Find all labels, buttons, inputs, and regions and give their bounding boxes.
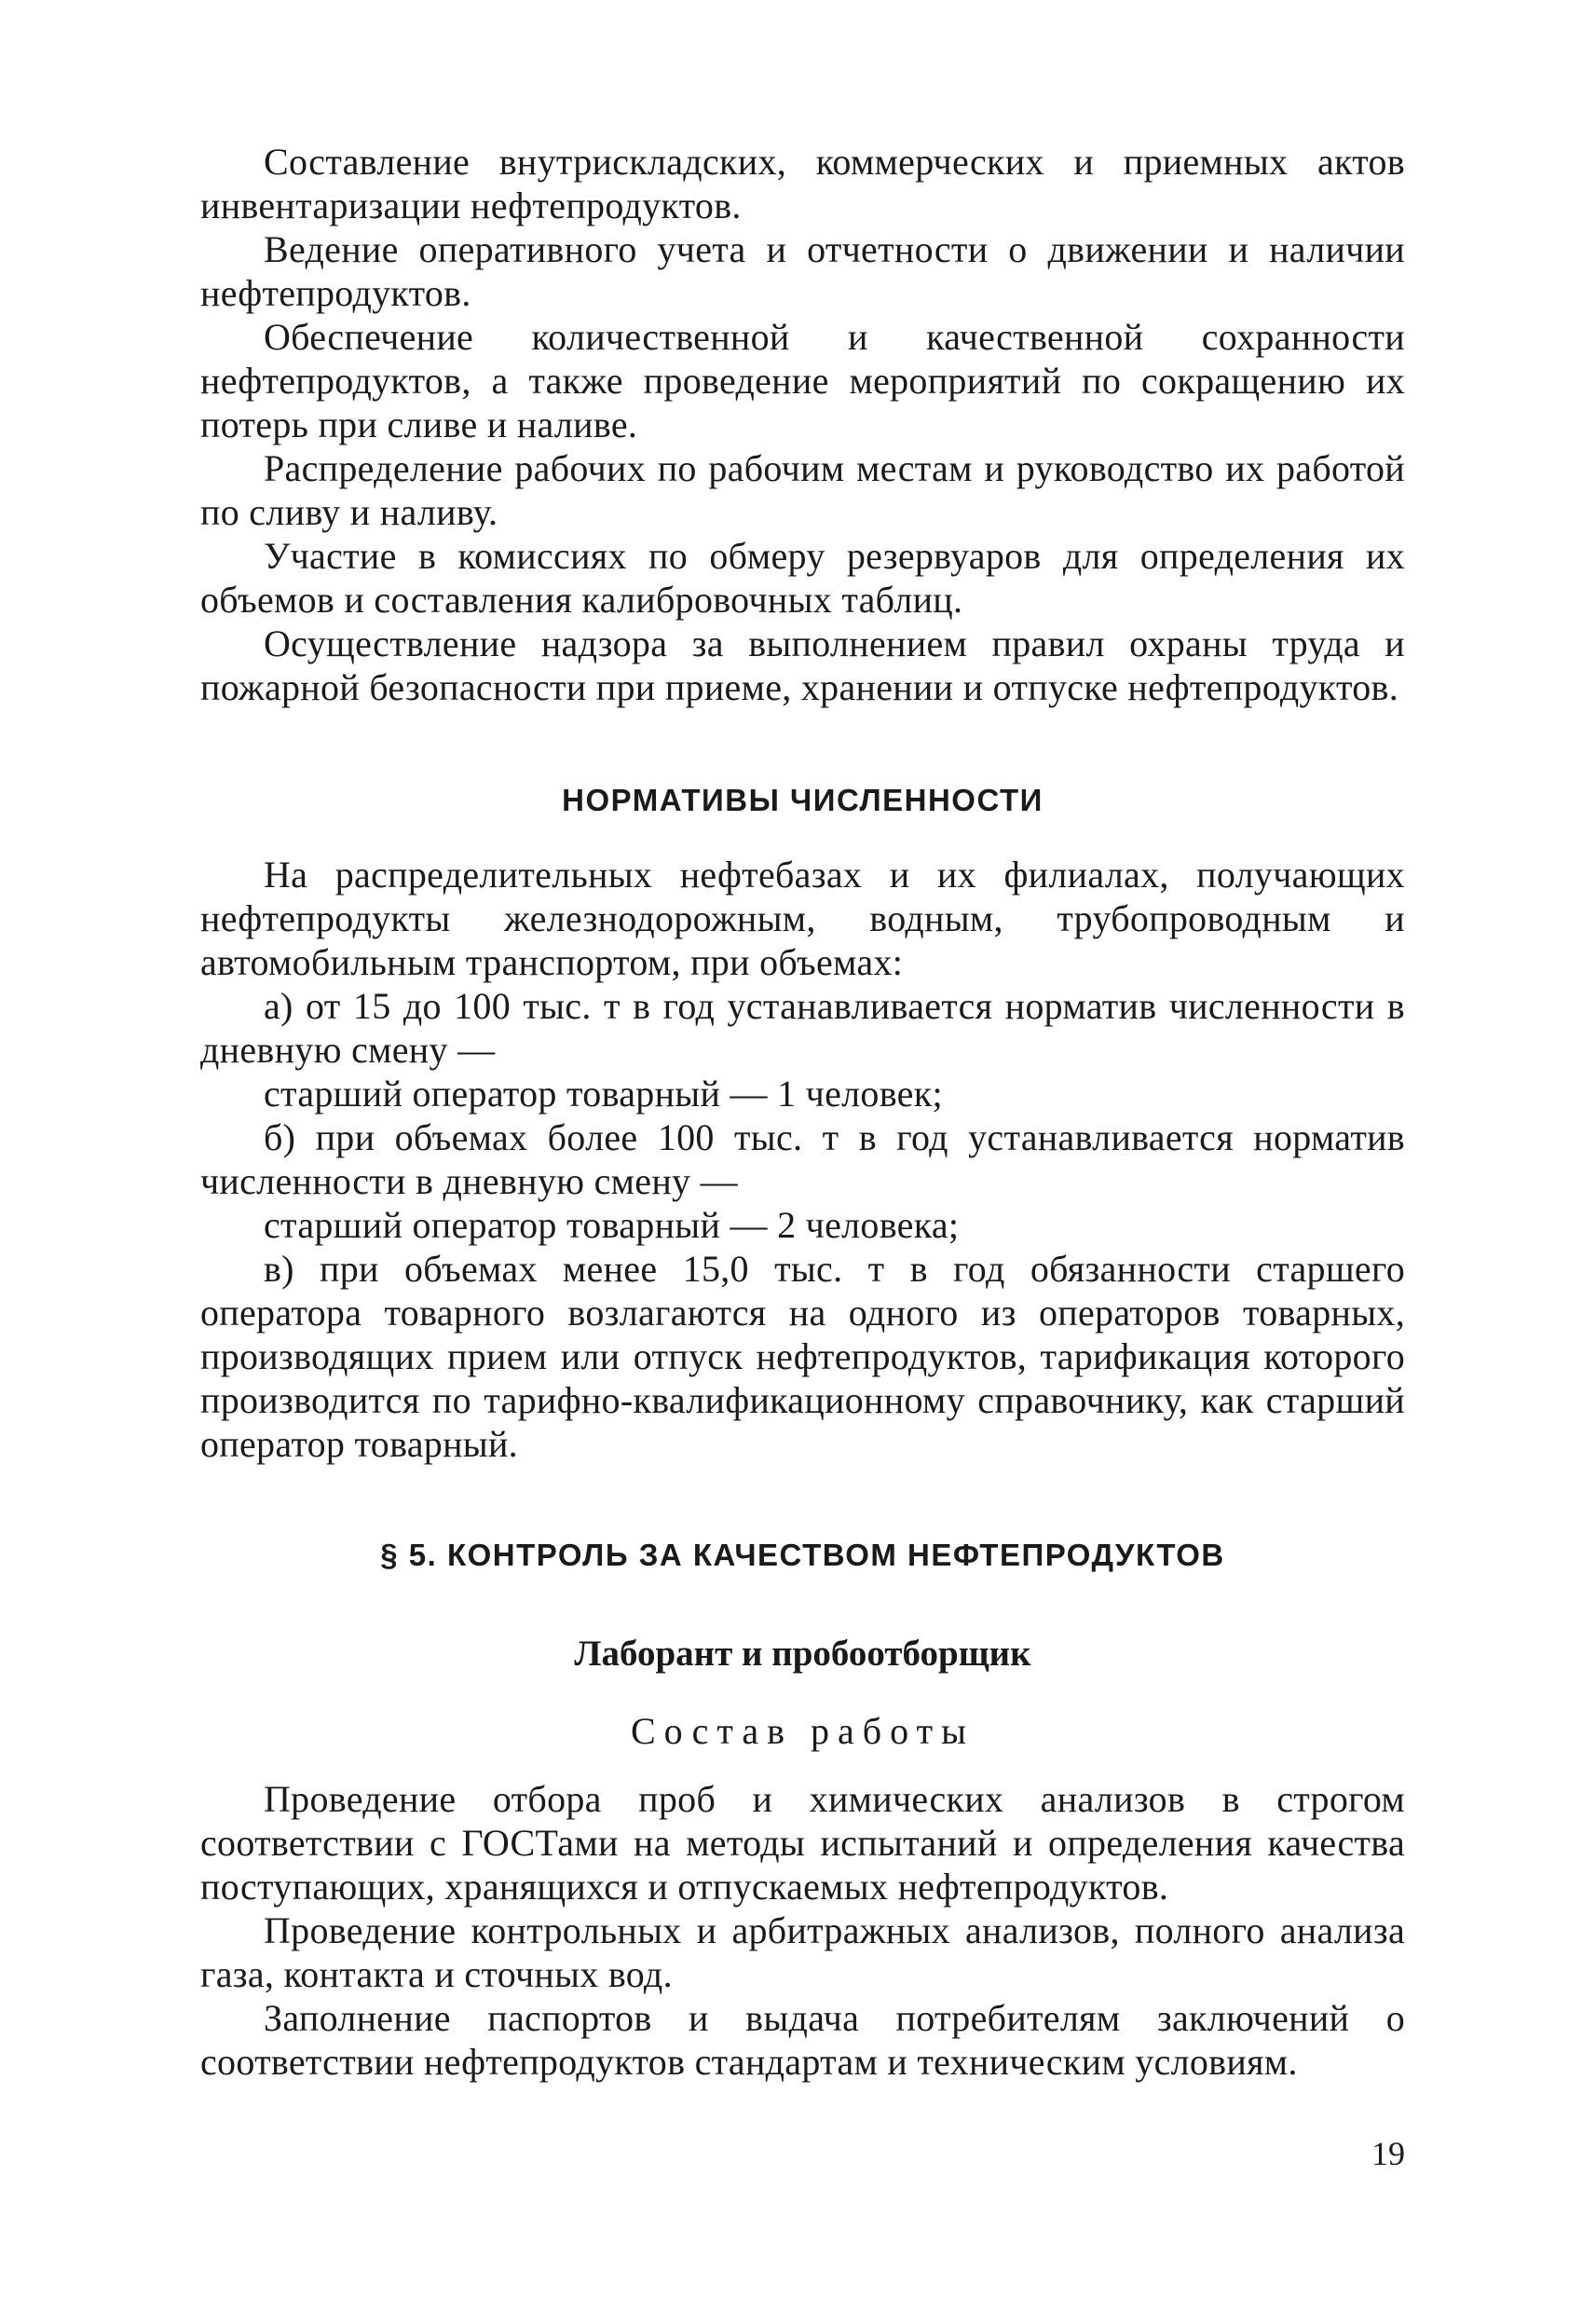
duties-text-block bbox=[200, 140, 1405, 709]
paragraph: Проведение отбора проб и химических анализов в строгом соответствии с ГОСТами на методы испытаний и определения качества поступающих, хранящихся и отпускаемых нефтепродуктов. bbox=[200, 1778, 1405, 1908]
paragraph: Заполнение паспортов и выдача потребителям заключений о соответствии нефтепродуктов стандартам и техническим условиям. bbox=[200, 1997, 1405, 2083]
norms-text-block bbox=[200, 853, 1405, 1466]
paragraph: На распределительных нефтебазах и их филиалах, получающих нефтепродукты железнодорожным, водным, трубопроводным и автомобильным транспортом, при объемах: bbox=[200, 854, 1405, 983]
paragraph: б) при объемах более 100 тыс. т в год устанавливается норматив численности в дневную смену — bbox=[200, 1116, 1405, 1202]
document-page bbox=[200, 0, 1405, 2312]
subsection-heading: Лаборант и пробоотборщик bbox=[574, 1634, 1031, 1674]
paragraph: Участие в комиссиях по обмеру резервуаров для определения их объемов и составления калибровочных таблиц. bbox=[200, 535, 1405, 621]
work-heading: Состав работы bbox=[631, 1710, 975, 1752]
paragraph: старший оператор товарный — 2 человека; bbox=[264, 1204, 960, 1246]
norms-heading: НОРМАТИВЫ ЧИСЛЕННОСТИ bbox=[562, 783, 1044, 817]
paragraph: Проведение контрольных и арбитражных анализов, полного анализа газа, контакта и сточных вод. bbox=[200, 1909, 1405, 1995]
paragraph: Составление внутрискладских, коммерческих и приемных актов инвентаризации нефтепродуктов. bbox=[200, 141, 1405, 226]
paragraph: в) при объемах менее 15,0 тыс. т в год обязанности старшего оператора товарного возлагаются на одного из операторов товарных, производящих прием или отпуск нефтепродуктов, тарификация которого производится по тарифно-квалификационному справочнику, как старший оператор товарный. bbox=[200, 1248, 1405, 1465]
paragraph: Распределение рабочих по рабочим местам и руководство их работой по сливу и наливу. bbox=[200, 447, 1405, 533]
paragraph: Ведение оперативного учета и отчетности о движении и наличии нефтепродуктов. bbox=[200, 228, 1405, 314]
paragraph: а) от 15 до 100 тыс. т в год устанавливается норматив численности в дневную смену — bbox=[200, 985, 1405, 1071]
paragraph: старший оператор товарный — 1 человек; bbox=[264, 1073, 943, 1115]
paragraph: Обеспечение количественной и качественной сохранности нефтепродуктов, а также проведение мероприятий по сокращению их потерь при сливе и наливе. bbox=[200, 316, 1405, 445]
lab-duties-text-block bbox=[200, 1777, 1405, 2084]
page-number: 19 bbox=[1371, 2135, 1405, 2172]
paragraph: Осуществление надзора за выполнением правил охраны труда и пожарной безопасности при приеме, хранении и отпуске нефтепродуктов. bbox=[200, 622, 1405, 708]
section-heading: § 5. КОНТРОЛЬ ЗА КАЧЕСТВОМ НЕФТЕПРОДУКТОВ bbox=[380, 1538, 1225, 1572]
